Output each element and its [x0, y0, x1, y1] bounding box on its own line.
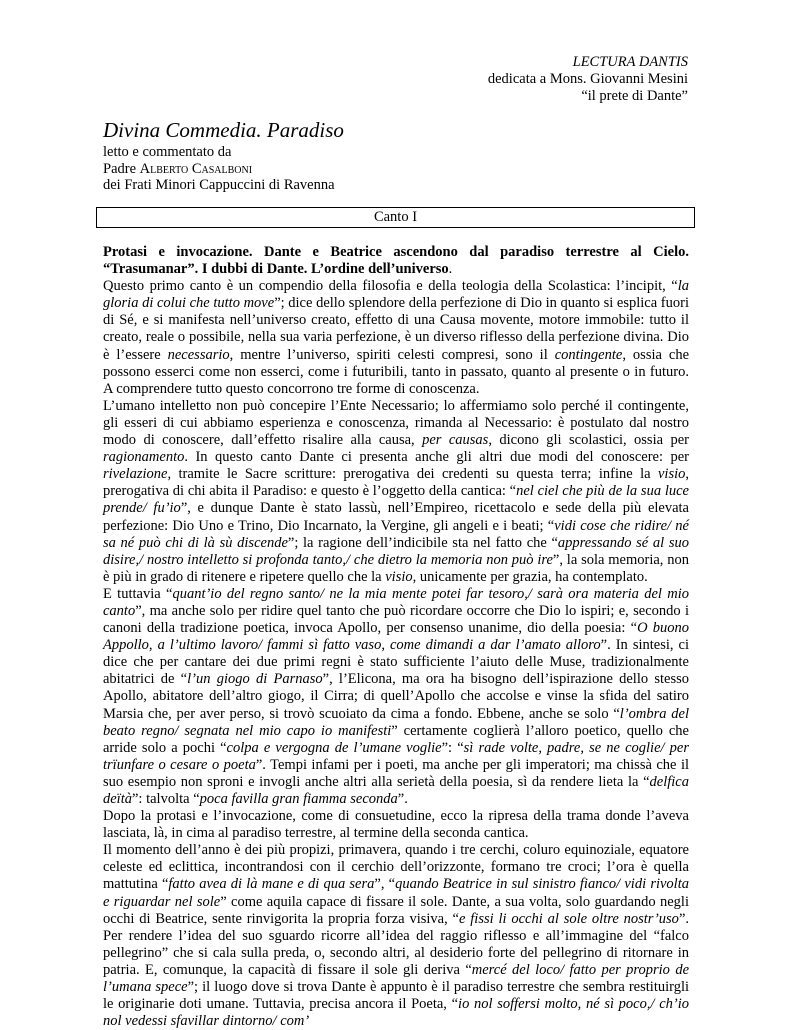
document-title: Divina Commedia. Paradiso [103, 118, 344, 142]
header-dedication: dedicata a Mons. Giovanni Mesini [487, 71, 688, 87]
paragraph [103, 808, 689, 842]
paragraph-text: ” come aquila capace di fissare il sole. Dante, a sua volta, solo guardando negli occhi di Beatrice, sente rinvigorita la propria forza visiva, “ [103, 893, 689, 927]
quote-text: l’un giogo di Parnaso [187, 671, 323, 688]
quote-text: appressando sé al suo disire,/ nostro intelletto si profonda tanto,/ che dietro la memoria non può ire [103, 534, 689, 568]
quote-text: O buono Appollo, a l’ultimo lavoro/ fammi sì fatto vaso, come dimandi a dar l’amato alloro [103, 620, 689, 654]
paragraph [103, 278, 689, 398]
quote-text: l’ombra del beato regno/ segnata nel mio capo io manifesti [103, 705, 690, 739]
paragraph-text: , prerogativa di chi abita il Paradiso: e questo è l’oggetto della cantica: “ [103, 466, 689, 500]
title-block [103, 118, 344, 194]
paragraph-text: , mentre l’universo, spiriti celesti compresi, sono il [229, 346, 555, 363]
paragraph [103, 842, 689, 1030]
quote-text: sì rade volte, padre, se ne coglie/ per trïunfare o cesare o poeta [103, 739, 689, 773]
paragraph-text: ”. Tempi infami per i poeti, ma anche per gli imperatori; ma chissà che il suo esempio non sproni e invogli anche altri alla serietà della poesia, sì da rendere lieta la “ [103, 756, 689, 790]
author-prefix: Padre [103, 160, 140, 177]
quote-text: quant’io del regno santo/ ne la mia mente potei far tesoro,/ sarà ora materia del mio canto [103, 585, 689, 619]
section-heading-end: . [448, 261, 453, 278]
author-line-2 [103, 161, 344, 178]
paragraph-text: ”. In sintesi, ci dice che per cantare dei due primi regni è stato sufficiente l’aiuto delle Muse, tradizionalmente abitatrici de “ [103, 637, 690, 688]
quote-text: delfica deïtà [103, 773, 689, 807]
paragraph-text: ”: talvolta “ [132, 791, 200, 807]
canto-label: Canto I [373, 209, 418, 225]
quote-text: necessario [167, 346, 230, 363]
body-text [103, 244, 689, 1030]
paragraph-text: Dopo la protasi e l’invocazione, come di consuetudine, ecco la ripresa della trama donde l’aveva lasciata, là, in cima al paradiso terrestre, al termine della seconda cantica. [103, 808, 689, 842]
quote-text: quando Beatrice in sul sinistro fianco/ vidi rivolta e riguardar nel sole [103, 876, 689, 910]
paragraph-text: ”, ma anche solo per ridire quel tanto che può ricordare occorre che Dio lo ispiri; e, secondo i canoni della tradizione poetica, invoca Apollo, per consenso unanime, dio della poesia: “ [103, 602, 689, 637]
paragraph-text: Il momento dell’anno è dei più propizi, primavera, quando i tre cerchi, coluro equinoziale, equatore celeste ed eclittica, incontrandosi con il cerchio dell’orizzonte, formano tre croci; l’ora è quella mattutina “ [103, 842, 689, 893]
paragraph-text: E tuttavia “ [103, 585, 173, 602]
header-lectura-dantis: LECTURA DANTIS [572, 54, 688, 70]
paragraph [103, 398, 689, 586]
quote-text: io nol soffersi molto, né sì poco,/ ch’io nol vedessi sfavillar dintorno/ com’ [103, 996, 690, 1030]
quote-text: mercé del loco/ fatto per proprio de l’umana spece [103, 961, 689, 996]
paragraph-text: ”, l’Elicona, ma ora ha bisogno dell’ispirazione dello stesso Apollo, abitatore dell’altro giogo, il Cirra; di quell’Apollo che accolse e vinse la sfida del satiro Marsia che, per aver perso, si trovò scuoiato da cima a fondo. Ebbene, anche se solo “ [103, 671, 689, 722]
quote-text: per causas [422, 432, 489, 449]
paragraph [103, 586, 689, 808]
paragraph-text: ”; dice dello splendore della perfezione di Dio in quanto si esplica fuori di Sé, e si manifesta nell’universo creato, effetto di una Causa movente, motore immobile: tutto il creato, reale o possibile, nella sua varia perfezione, è un diverso riflesso della perfezione divina. Dio è l’essere [103, 295, 689, 363]
paragraph-text: , ossia che possono esserci come non esserci, come i futuribili, tanto in passato, quanto al presente o in futuro. A comprendere tutto questo concorrono tre forme di conoscenza. [103, 346, 689, 397]
author-line-3: dei Frati Minori Cappuccini di Ravenna [103, 177, 335, 194]
quote-text: rivelazione [103, 466, 168, 483]
paragraph-text: ”, e dunque Dante è stato lassù, nell’Empireo, ricettacolo e sede della più elevata perfezione: Dio Uno e Trino, Dio Incarnato, la Vergine, gli angeli e i beati; “ [103, 500, 689, 534]
page-header [488, 54, 688, 105]
paragraph-text: , tramite le Sacre scritture: prerogativa dei credenti su questa terra; infine la [167, 466, 658, 483]
author-info [103, 144, 344, 194]
paragraph-text: ” certamente coglierà l’alloro poetico, quello che arride solo a pochi “ [103, 722, 689, 756]
paragraph-text: , dicono gli scolastici, ossia per [488, 432, 689, 449]
paragraph-text: Questo primo canto è un compendio della filosofia e della teologia della Scolastica: l’incipit, “ [103, 278, 678, 295]
quote-text: visio [657, 466, 686, 483]
paragraph-text: , unicamente per grazia, ha contemplato. [412, 568, 648, 585]
header-subtitle: “il prete di Dante” [581, 88, 688, 104]
paragraph-text: ”: “ [441, 739, 464, 756]
quote-text: fatto avea di là mane e di qua sera [168, 876, 375, 893]
author-name: Alberto Casalboni [139, 160, 253, 177]
quote-text: colpa e vergogna de l’umane voglie [226, 739, 442, 756]
quote-text: contingente [554, 346, 623, 363]
paragraph-text: ”; il luogo dove si trova Dante è appunto è il paradiso terrestre che sembra restituirgli le originarie doti umane. Tuttavia, precisa ancora il Poeta, “ [103, 979, 689, 1013]
paragraph-text: ”, la sola memoria, non è più in grado di ritenere e ripetere quello che la [103, 551, 689, 585]
section-heading-bold: Protasi e invocazione. Dante e Beatrice ascendono dal paradiso terrestre al Cielo. “Trasumanar”. I dubbi di Dante. L’ordine dell’universo [103, 244, 689, 278]
paragraph-text: . In questo canto Dante ci presenta anche gli altri due modi del conoscere: per [184, 449, 689, 466]
section-heading [103, 244, 689, 278]
quote-text: nel ciel che più de la sua luce prende/ fu’io [103, 483, 689, 517]
quote-text: ragionamento [103, 449, 185, 466]
paragraph-text: L’umano intelletto non può concepire l’Ente Necessario; lo affermiamo solo perché il contingente, gli esseri di cui abbiamo esperienza e conoscenza, rimanda al Necessario: è postulato dal nostro modo di conoscere, dall’effetto risalire alla causa, [103, 397, 689, 449]
paragraph-text: ”. [397, 791, 408, 807]
author-line-1: letto e commentato da [103, 144, 232, 160]
paragraph-text: ”; la ragione dell’indicibile sta nel fatto che “ [287, 534, 558, 551]
canto-heading-box [96, 207, 695, 228]
paragraph-text: ”, “ [374, 876, 396, 893]
quote-text: la gloria di colui che tutto move [103, 278, 689, 312]
quote-text: poca favilla gran fiamma seconda [199, 791, 398, 807]
paragraph-text: ”. Per rendere l’idea del suo sguardo ricorre all’idea del raggio riflesso e all’immagine del “falco pellegrino” che si cala sulla preda, o, secondo altri, al desiderio forte del pellegrino di ritornare in patria. E, comunque, la capacità di fissare il sole gli deriva “ [103, 910, 689, 978]
quote-text: visio [385, 568, 413, 585]
quote-text: e fissi li occhi al sole oltre nostr’uso [458, 910, 679, 927]
quote-text: vidi cose che ridire/ né sa né può chi di là sù discende [103, 517, 689, 551]
